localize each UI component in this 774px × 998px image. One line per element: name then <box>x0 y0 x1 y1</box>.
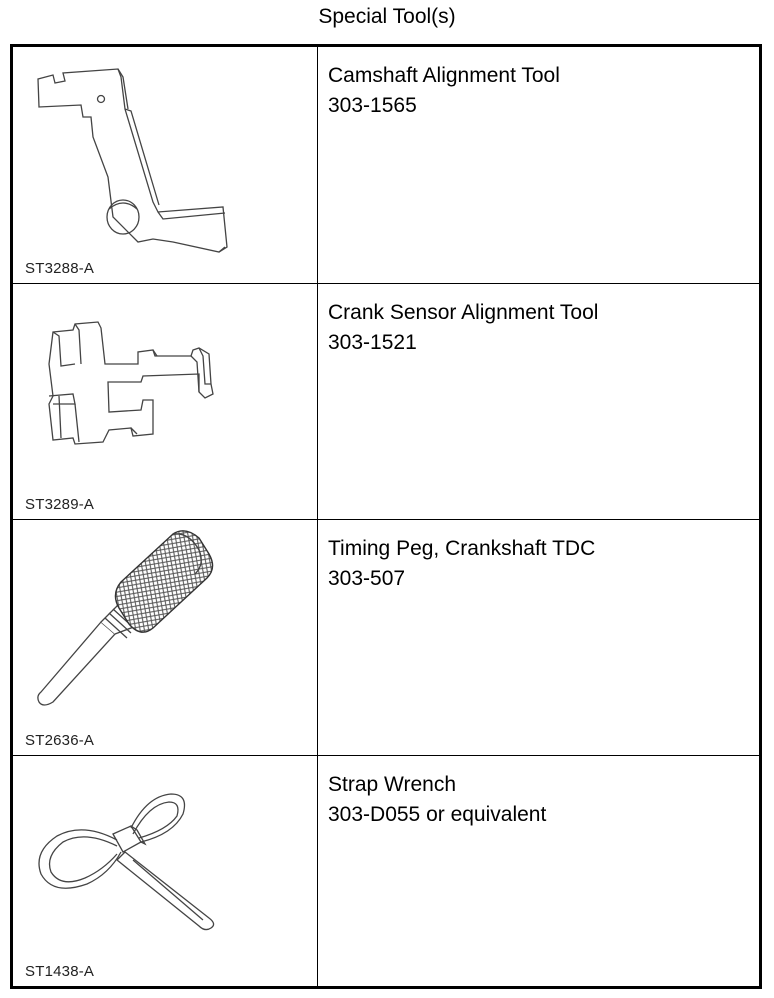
tool-name: Crank Sensor Alignment Tool <box>328 301 599 324</box>
tool-number: 303-507 <box>328 567 406 590</box>
tool-code: ST3289-A <box>25 496 95 513</box>
tool-code: ST1438-A <box>25 963 95 980</box>
tool-name: Timing Peg, Crankshaft TDC <box>328 537 596 560</box>
crank-sensor-alignment-tool-icon <box>13 284 318 520</box>
tool-description <box>328 770 748 830</box>
table-row <box>13 283 759 519</box>
tool-name: Strap Wrench <box>328 773 456 796</box>
tool-description <box>328 534 748 594</box>
tool-code: ST3288-A <box>25 260 95 277</box>
strap-wrench-icon <box>13 756 318 987</box>
table-row <box>13 47 759 283</box>
tool-description <box>328 298 748 358</box>
tool-code: ST2636-A <box>25 732 95 749</box>
tool-description <box>328 61 748 121</box>
tool-number: 303-1521 <box>328 331 417 354</box>
tool-number: 303-1565 <box>328 94 417 117</box>
tool-illustration-cell <box>13 284 318 519</box>
timing-peg-icon <box>13 520 318 756</box>
tool-number: 303-D055 or equivalent <box>328 803 547 826</box>
page-title: Special Tool(s) <box>318 5 456 28</box>
tool-illustration-cell <box>13 520 318 755</box>
table-row <box>13 519 759 755</box>
table-row <box>13 755 759 986</box>
special-tools-table <box>10 44 762 989</box>
camshaft-alignment-tool-icon <box>13 47 318 283</box>
tool-name: Camshaft Alignment Tool <box>328 64 560 87</box>
tool-illustration-cell <box>13 47 318 283</box>
tool-illustration-cell <box>13 756 318 986</box>
